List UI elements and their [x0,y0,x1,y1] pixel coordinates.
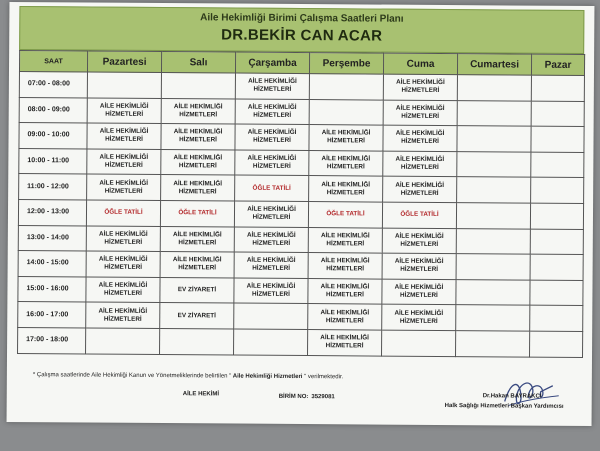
schedule-cell [531,101,584,127]
cell-text: AİLE HEKİMLİĞİ HİZMETLERİ [173,179,223,196]
schedule-cell [530,203,583,229]
unit-number [279,394,335,400]
cell-text: AİLE HEKİMLİĞİ HİZMETLERİ [247,205,296,222]
schedule-cell [382,304,456,330]
schedule-cell [160,303,234,329]
schedule-cell [86,226,160,252]
column-header: Salı [161,52,235,74]
table-row [19,174,584,204]
schedule-cell [234,303,308,329]
schedule-cell [87,72,161,98]
schedule-cell [456,305,530,331]
time-slot: 14:00 - 15:00 [18,251,86,277]
schedule-cell [382,330,456,356]
schedule-cell [235,175,309,201]
schedule-cell [456,331,530,357]
cell-text: AİLE HEKİMLİĞİ HİZMETLERİ [98,256,148,272]
cell-text: AİLE HEKİMLİĞİ HİZMETLERİ [246,282,296,298]
schedule-cell [234,278,308,304]
cell-text: AİLE HEKİMLİĞİ HİZMETLERİ [173,128,223,144]
schedule-cell [456,228,530,254]
cell-text: AİLE HEKİMLİĞİ HİZMETLERİ [321,180,371,197]
time-slot: 16:00 - 17:00 [18,302,86,328]
schedule-cell [531,126,584,152]
schedule-cell [383,176,457,202]
footnote-suffix: " verilmektedir. [302,374,344,381]
schedule-cell [160,200,234,226]
schedule-cell [309,74,383,100]
cell-text: AİLE HEKİMLİĞİ HİZMETLERİ [247,129,297,145]
cell-text: AİLE HEKİMLİĞİ HİZMETLERİ [320,232,370,248]
cell-text: AİLE HEKİMLİĞİ HİZMETLERİ [98,281,148,297]
cell-text: AİLE HEKİMLİĞİ HİZMETLERİ [394,309,444,325]
schedule-cell [530,305,583,331]
table-row [19,72,584,102]
schedule-cell [456,254,530,280]
time-slot: 08:00 - 09:00 [19,97,87,123]
column-header: Pazartesi [87,51,161,73]
schedule-cell [457,75,531,101]
cell-text: AİLE HEKİMLİĞİ HİZMETLERİ [99,128,149,144]
cell-text: ÖĞLE TATİLİ [326,210,365,218]
schedule-cell [161,98,235,124]
schedule-cell [308,278,382,304]
signer-name: Dr.Hakan BAYRAKCI [482,393,542,400]
schedule-cell [382,202,456,228]
column-header: Cuma [383,53,457,75]
cell-text: AİLE HEKİMLİĞİ HİZMETLERİ [248,77,297,94]
schedule-cell [235,73,309,99]
time-slot: 09:00 - 10:00 [19,123,87,149]
schedule-cell [309,99,383,125]
table-row [18,251,583,281]
schedule-cell [382,228,456,254]
title-banner [19,6,584,54]
cell-text: ÖĞLE TATİLİ [178,209,217,217]
schedule-cell [309,176,383,202]
cell-text: AİLE HEKİMLİĞİ HİZMETLERİ [173,154,223,170]
cell-text: ÖĞLE TATİLİ [400,210,439,219]
unit-no: 3529081 [311,394,335,401]
column-header: Cumartesi [457,54,531,76]
footnote-bold: Aile Hekimliği Hizmetleri [231,373,303,381]
table-row [19,97,584,127]
table-row [18,200,583,230]
cell-text: EV ZİYARETİ [177,286,217,294]
cell-text: AİLE HEKİMLİĞİ HİZMETLERİ [98,307,148,323]
schedule-cell [161,124,235,150]
schedule-cell [86,200,160,226]
schedule-cell [383,74,457,100]
plan-title: Aile Hekimliği Birimi Çalışma Saatleri Planı [200,12,404,25]
time-slot: 10:00 - 11:00 [19,148,87,174]
cell-text: AİLE HEKİMLİĞİ HİZMETLERİ [320,334,369,350]
schedule-cell [382,279,456,305]
cell-text: AİLE HEKİMLİĞİ HİZMETLERİ [321,155,371,171]
schedule-cell [308,253,382,279]
schedule-cell [308,304,382,330]
schedule-cell [161,149,235,175]
cell-text: AİLE HEKİMLİĞİ HİZMETLERİ [247,154,297,171]
schedule-cell [382,253,456,279]
cell-text: AİLE HEKİMLİĞİ HİZMETLERİ [394,232,444,248]
schedule-cell [383,125,457,151]
schedule-cell [160,328,234,354]
cell-text: AİLE HEKİMLİĞİ HİZMETLERİ [394,283,444,300]
cell-text: AİLE HEKİMLİĞİ HİZMETLERİ [247,103,297,119]
schedule-cell [530,331,583,357]
schedule-cell [87,149,161,175]
schedule-cell [456,203,530,229]
table-row [18,225,583,255]
cell-text: EV ZİYARETİ [177,311,216,320]
column-header: Çarşamba [235,52,309,74]
time-slot: 12:00 - 13:00 [18,200,86,226]
schedule-cell [234,329,308,355]
cell-text: AİLE HEKİMLİĞİ HİZMETLERİ [173,230,222,247]
schedule-cell [235,124,309,150]
schedule-cell [234,252,308,278]
schedule-cell [86,328,160,354]
cell-text: AİLE HEKİMLİĞİ HİZMETLERİ [395,130,445,146]
cell-text: AİLE HEKİMLİĞİ HİZMETLERİ [99,102,149,118]
schedule-cell [87,174,161,200]
schedule-cell [531,75,584,101]
column-header: SAAT [19,51,87,72]
cell-text: AİLE HEKİMLİĞİ HİZMETLERİ [395,104,445,120]
schedule-cell [87,123,161,149]
schedule-cell [531,177,584,203]
cell-text: AİLE HEKİMLİĞİ HİZMETLERİ [396,78,445,95]
time-slot: 15:00 - 16:00 [18,276,86,302]
schedule-cell [457,151,531,177]
schedule-cell [235,150,309,176]
schedule-cell [234,227,308,253]
schedule-cell [308,227,382,253]
unit-label: BİRİM NO: [278,393,309,401]
schedule-cell [234,201,308,227]
time-slot: 11:00 - 12:00 [19,174,87,200]
schedule-cell [383,100,457,126]
schedule-cell [456,279,530,305]
schedule-cell [530,280,583,306]
cell-text: AİLE HEKİMLİĞİ HİZMETLERİ [99,230,148,246]
schedule-cell [530,254,583,280]
column-header: Perşembe [309,53,383,75]
schedule-cell [87,98,161,124]
cell-text: AİLE HEKİMLİĞİ HİZMETLERİ [321,129,371,145]
schedule-cell [86,277,160,303]
schedule-cell [457,126,531,152]
cell-text: AİLE HEKİMLİĞİ HİZMETLERİ [320,257,370,273]
schedule-cell [309,150,383,176]
schedule-cell [161,73,235,99]
schedule-cell [161,175,235,201]
cell-text: ÖĞLE TATİLİ [252,184,291,192]
doctor-name: DR.BEKİR CAN ACAR [221,26,383,45]
table-row [18,327,583,357]
cell-text: AİLE HEKİMLİĞİ HİZMETLERİ [320,308,370,325]
cell-text: AİLE HEKİMLİĞİ HİZMETLERİ [395,181,445,197]
time-slot: 07:00 - 08:00 [19,72,87,98]
table-row [18,302,583,332]
cell-text: AİLE HEKİMLİĞİ HİZMETLERİ [172,256,222,272]
schedule-cell [457,177,531,203]
schedule-table [17,50,585,357]
cell-text: AİLE HEKİMLİĞİ HİZMETLERİ [394,258,444,274]
schedule-cell [530,229,583,255]
table-row [19,148,584,178]
column-header: Pazar [531,54,584,75]
cell-text: AİLE HEKİMLİĞİ HİZMETLERİ [395,155,445,172]
doctor-label: AİLE HEKİMİ [182,391,220,398]
footnote [33,372,343,380]
cell-text: AİLE HEKİMLİĞİ HİZMETLERİ [320,283,370,299]
schedule-cell [235,99,309,125]
cell-text: AİLE HEKİMLİĞİ HİZMETLERİ [246,257,296,273]
footnote-prefix: * Çalışma saatlerinde Aile Hekimliği Kanun ve Yönetmeliklerinde belirtilen " [32,372,232,380]
schedule-cell [160,226,234,252]
cell-text: AİLE HEKİMLİĞİ HİZMETLERİ [173,103,223,119]
schedule-cell [309,125,383,151]
schedule-cell [308,202,382,228]
schedule-cell [457,100,531,126]
schedule-cell [531,152,584,178]
cell-text: AİLE HEKİMLİĞİ HİZMETLERİ [246,231,296,247]
cell-text: ÖĞLE TATİLİ [104,208,143,217]
time-slot: 17:00 - 18:00 [18,327,86,353]
cell-text: AİLE HEKİMLİĞİ HİZMETLERİ [99,179,149,195]
table-row [19,123,584,153]
cell-text: AİLE HEKİMLİĞİ HİZMETLERİ [99,153,149,169]
schedule-cell [86,302,160,328]
schedule-cell [308,329,382,355]
schedule-sheet [7,2,595,426]
schedule-cell [86,251,160,277]
table-row [18,276,583,306]
signer-title: Halk Sağlığı Hizmetleri Başkan Yardımcısı [444,403,564,410]
time-slot: 13:00 - 14:00 [18,225,86,251]
schedule-cell [160,252,234,278]
schedule-cell [383,151,457,177]
schedule-cell [160,277,234,303]
